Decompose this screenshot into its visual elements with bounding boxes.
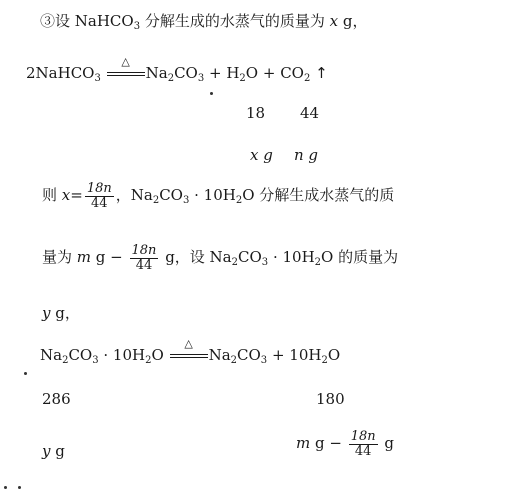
product: Na	[145, 64, 168, 82]
numerator: 18n	[131, 243, 157, 258]
statement-line-2	[42, 182, 394, 210]
reactant: CO	[68, 346, 93, 364]
text: g −	[310, 434, 347, 453]
subscript: 2	[303, 73, 311, 84]
fraction	[349, 430, 378, 458]
text: 分解生成的水蒸气的质量为	[140, 12, 330, 30]
variable-m: m	[76, 248, 92, 267]
text: 量为	[42, 248, 77, 267]
text: · 10H	[98, 346, 146, 364]
text: g −	[91, 248, 128, 267]
var-row-1b	[294, 146, 318, 164]
delta-icon: △	[121, 55, 130, 68]
reaction-condition-arrow	[170, 337, 208, 363]
variable-m: m	[296, 434, 311, 453]
text: CO	[159, 186, 183, 205]
molar-mass: 18	[246, 104, 266, 122]
subscript: 3	[261, 257, 269, 269]
var-row-2b	[296, 430, 394, 458]
equation-1	[26, 55, 328, 84]
subscript: 2	[231, 257, 239, 269]
denominator: 44	[91, 195, 108, 211]
subscript: 2	[321, 355, 328, 366]
subscript: 2	[167, 73, 175, 84]
molar-mass: 286	[42, 390, 71, 408]
mass-row-2	[42, 390, 71, 408]
subscript: 2	[230, 355, 238, 366]
product: Na	[208, 346, 231, 364]
reactant: 2NaHCO	[26, 64, 95, 82]
subscript: 3	[94, 73, 101, 84]
scan-speck	[18, 486, 21, 489]
text: g，	[50, 304, 80, 322]
text: · 10H	[268, 248, 315, 267]
subscript: 2	[62, 355, 69, 366]
statement-line-1	[40, 12, 367, 30]
gas-arrow-icon: ↑	[315, 64, 328, 82]
mass-row-1	[246, 104, 265, 122]
var-row-2	[42, 442, 65, 460]
statement-line-3	[42, 244, 398, 272]
variable-y: y	[42, 304, 51, 322]
text: g	[50, 442, 65, 460]
product: CO	[174, 64, 198, 82]
subscript: 3	[133, 21, 141, 32]
bar	[170, 357, 208, 358]
scan-speck	[4, 486, 7, 489]
text: + H	[204, 64, 240, 82]
reactant: Na	[40, 346, 63, 364]
text: ，Na	[115, 186, 153, 205]
mass-row-1b	[300, 104, 319, 122]
equation-2	[40, 337, 341, 366]
molar-mass: 180	[316, 390, 345, 408]
text: g	[379, 434, 395, 453]
numerator: 18n	[350, 429, 376, 444]
subscript: 2	[145, 355, 152, 366]
variable-x: x	[329, 12, 339, 30]
bar	[107, 72, 145, 73]
unknown-n: n g	[294, 146, 319, 164]
text: O	[327, 346, 341, 364]
scan-speck	[210, 92, 213, 95]
text: · 10H	[189, 186, 236, 205]
text: =	[70, 186, 83, 205]
subscript: 3	[260, 355, 268, 366]
text: g，设 Na	[160, 248, 232, 267]
subscript: 2	[235, 195, 243, 207]
denominator: 44	[354, 443, 372, 459]
variable-y: y	[42, 442, 51, 460]
text: O	[151, 346, 164, 364]
reaction-condition-arrow	[107, 55, 145, 81]
variable-x: x	[61, 186, 71, 205]
subscript: 3	[92, 355, 99, 366]
bar	[170, 354, 208, 355]
delta-icon: △	[184, 337, 193, 350]
unknown-x: x g	[250, 146, 273, 164]
text: CO	[238, 248, 262, 267]
subscript: 2	[152, 195, 160, 207]
var-row-1	[250, 146, 273, 164]
molar-mass: 44	[300, 104, 320, 122]
text: ③设 NaHCO	[40, 12, 134, 30]
text: O + CO	[245, 64, 304, 82]
statement-line-4	[42, 304, 80, 322]
numerator: 18n	[86, 181, 112, 196]
subscript: 2	[314, 257, 322, 269]
subscript: 3	[182, 195, 190, 207]
text: O 分解生成水蒸气的质	[242, 186, 395, 205]
mass-row-2b	[316, 390, 345, 408]
fraction	[130, 244, 159, 272]
subscript: 2	[239, 73, 246, 84]
text: + 10H	[267, 346, 322, 364]
text: O 的质量为	[321, 248, 399, 267]
subscript: 3	[197, 73, 205, 84]
bar	[107, 75, 145, 76]
denominator: 44	[135, 257, 153, 273]
fraction	[85, 182, 114, 210]
product: CO	[237, 346, 261, 364]
text: g，	[338, 12, 368, 30]
text: 则	[42, 186, 62, 205]
scan-speck	[24, 372, 27, 375]
